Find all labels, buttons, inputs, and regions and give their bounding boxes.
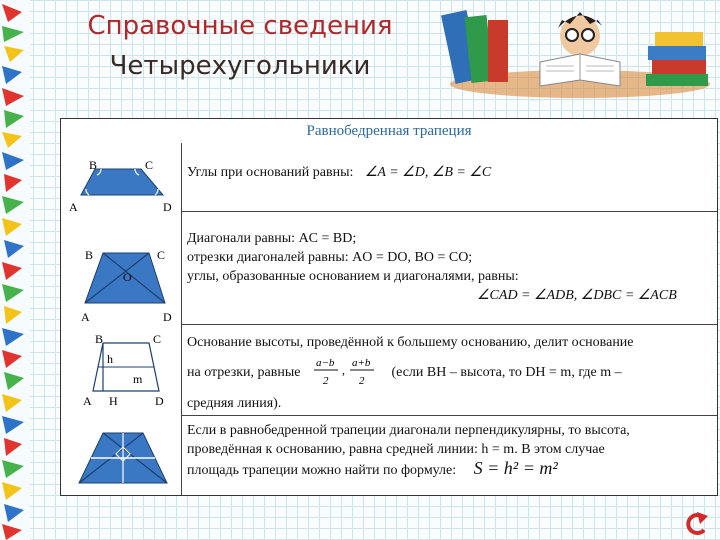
angles-statement: Углы при оснований равны: <box>187 165 354 180</box>
height-line2-start: на отрезки, равные <box>187 365 301 381</box>
height-line1: Основание высоты, проведённой к большему основанию, делит основание <box>187 335 634 350</box>
vertex-label-c: C <box>145 158 154 172</box>
title-line-2: Четырехугольники <box>109 51 371 81</box>
vertex-label-d: D <box>163 200 172 213</box>
midline-label-m: m <box>133 372 143 386</box>
student-books-clipart <box>440 2 712 102</box>
height-label-h: h <box>107 352 113 366</box>
vertex-label-d: D <box>155 394 164 408</box>
row-divider <box>181 324 717 325</box>
column-divider <box>181 143 182 495</box>
fraction2-denominator: 2 <box>358 375 365 387</box>
title-line-1: Справочные сведения <box>87 11 393 41</box>
page-title <box>40 6 440 86</box>
vertex-label-o: O <box>123 270 132 284</box>
vertex-label-a: A <box>81 310 90 324</box>
panel-title: Равнобедренная трапеция <box>306 123 472 139</box>
diagonals-line2: отрезки диагоналей равны: AO = DO, BO = CO; <box>187 250 473 265</box>
vertex-label-c: C <box>157 248 166 262</box>
vertex-label-b: B <box>95 333 104 346</box>
row2-text <box>187 229 677 305</box>
reference-panel <box>60 118 718 496</box>
fraction-svg <box>304 352 388 388</box>
height-line3: средняя линия). <box>187 396 282 411</box>
row-divider <box>181 211 717 212</box>
height-line2-end: (если BH – высота, то DH = m, где m – <box>391 365 622 381</box>
vertex-label-a: A <box>83 394 92 408</box>
fraction1-denominator: 2 <box>322 375 329 387</box>
trapezoid-perpendicular-figure <box>75 427 175 491</box>
row1-text <box>187 163 491 182</box>
vertex-label-b: B <box>89 158 98 172</box>
fraction2-numerator: a+b <box>351 357 371 369</box>
perpendicular-line2: проведённая к основанию, равна средней линии: h = m. В этом случае <box>187 442 605 457</box>
perpendicular-line3-text: площадь трапеции можно найти по формуле: <box>187 463 457 478</box>
fraction-formula <box>304 352 388 394</box>
fraction-separator: , <box>341 363 345 377</box>
area-formula: S = h² = m² <box>473 458 558 478</box>
diagonals-line3: углы, образованные основанием и диагоналями, равны: <box>187 269 519 284</box>
vertex-label-a: A <box>69 200 78 213</box>
vertex-label-h: H <box>109 394 118 408</box>
diagonals-line1: Диагонали равны: AC = BD; <box>187 231 357 246</box>
decorative-ribbon <box>0 0 30 540</box>
trapezoid-height-figure <box>69 333 181 413</box>
row3-text <box>187 333 634 413</box>
vertex-label-c: C <box>153 333 162 346</box>
trapezoid-diagonals-figure <box>69 241 181 325</box>
angles-formula: ∠A = ∠D, ∠B = ∠C <box>364 165 492 180</box>
row-divider <box>181 415 717 416</box>
row4-text <box>187 421 630 480</box>
perpendicular-line1: Если в равнобедренной трапеции диагонали перпендикулярны, то высота, <box>187 423 630 438</box>
return-arrow-icon[interactable] <box>684 510 710 536</box>
vertex-label-d: D <box>163 310 172 324</box>
perpendicular-line3 <box>187 459 630 480</box>
vertex-label-b: B <box>85 248 94 262</box>
height-line2 <box>187 352 634 394</box>
diagonals-formula: ∠CAD = ∠ADB, ∠DBC = ∠ACB <box>477 288 677 303</box>
fraction1-numerator: a−b <box>315 357 335 369</box>
trapezoid-angles-figure <box>69 157 179 213</box>
